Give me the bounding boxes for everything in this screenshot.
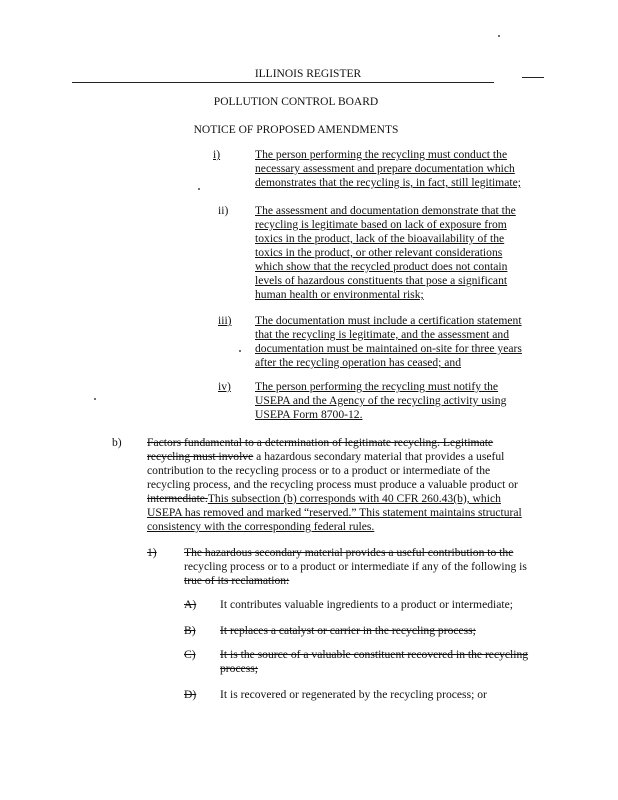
scan-speck bbox=[239, 350, 241, 352]
section-b-line bbox=[147, 492, 501, 506]
item-ii-line: levels of hazardous constituents that pose a significant bbox=[255, 274, 508, 287]
header-rule-short bbox=[522, 77, 544, 78]
underlined-text: This subsection (b) corresponds with 40 CFR 260.43(b), which bbox=[207, 492, 501, 505]
notice-title: NOTICE OF PROPOSED AMENDMENTS bbox=[193, 124, 399, 136]
scan-speck bbox=[198, 188, 200, 190]
section-b-line: contribution to the recycling process or to a product or intermediate of the bbox=[147, 464, 491, 477]
item-ii-line: which show that the recycled product does not contain bbox=[255, 260, 508, 273]
sub-item-c-text: It is the source of a valuable constituent recovered in the recycling bbox=[220, 648, 529, 661]
item-iii-line: that the recycling is legitimate, and the assessment and bbox=[255, 328, 510, 341]
item-ii-line: human health or environmental risk; bbox=[255, 288, 424, 301]
item-1-label: 1) bbox=[147, 546, 157, 559]
section-b-line: USEPA has removed and marked “reserved.” This statement maintains structural bbox=[147, 506, 522, 519]
section-b-line bbox=[147, 450, 504, 464]
sub-item-c-label: C) bbox=[184, 648, 196, 661]
item-iii-line: documentation must be maintained on-site for three years bbox=[255, 342, 522, 355]
item-ii-line: recycling is legitimate based on lack of exposure from bbox=[255, 218, 507, 231]
item-1-line: true of its reclamation: bbox=[184, 574, 290, 587]
header-rule bbox=[72, 82, 494, 83]
struck-text: intermediate. bbox=[147, 492, 208, 505]
item-ii-line: toxics in the product, or other relevant considerations bbox=[255, 246, 503, 259]
item-iii-line: after the recycling operation has ceased; and bbox=[255, 356, 462, 369]
section-b-line: recycling process, and the recycling process must produce a valuable product or bbox=[147, 478, 518, 491]
sub-item-a-label: A) bbox=[184, 598, 197, 611]
register-title: ILLINOIS REGISTER bbox=[254, 68, 362, 80]
item-i-line: necessary assessment and prepare documentation which bbox=[255, 162, 515, 175]
section-b-label: b) bbox=[112, 436, 122, 449]
section-b-line: Factors fundamental to a determination of legitimate recycling. Legitimate bbox=[147, 436, 494, 449]
item-iii-label: iii) bbox=[218, 314, 232, 327]
section-b-line: consistency with the corresponding federal rules. bbox=[147, 520, 375, 533]
item-ii-line: The assessment and documentation demonstrate that the bbox=[255, 204, 516, 217]
sub-item-d-label: D) bbox=[184, 688, 197, 701]
item-i-line: The person performing the recycling must conduct the bbox=[255, 148, 508, 161]
item-ii-line: toxics in the product, lack of the bioavailability of the bbox=[255, 232, 505, 245]
item-ii-label: ii) bbox=[218, 204, 229, 217]
sub-item-d-text: It is recovered or regenerated by the recycling process; or bbox=[220, 688, 487, 701]
item-iv-line: USEPA Form 8700-12. bbox=[255, 408, 363, 421]
item-1-line: recycling process or to a product or intermediate if any of the following is bbox=[184, 560, 527, 573]
board-name: POLLUTION CONTROL BOARD bbox=[213, 96, 379, 108]
item-iv-label: iv) bbox=[218, 380, 231, 393]
plain-text: a hazardous secondary material that provides a useful bbox=[253, 450, 505, 463]
item-i-line: demonstrates that the recycling is, in fact, still legitimate; bbox=[255, 176, 521, 189]
struck-text: recycling must involve bbox=[147, 450, 254, 463]
sub-item-b-label: B) bbox=[184, 624, 196, 637]
item-i-label: i) bbox=[213, 148, 221, 161]
scan-speck bbox=[498, 35, 500, 37]
item-1-line: The hazardous secondary material provides a useful contribution to the bbox=[184, 546, 514, 559]
item-iii-line: The documentation must include a certification statement bbox=[255, 314, 522, 327]
item-iv-line: USEPA and the Agency of the recycling activity using bbox=[255, 394, 507, 407]
sub-item-b-text: It replaces a catalyst or carrier in the recycling process; bbox=[220, 624, 476, 637]
sub-item-a-text: It contributes valuable ingredients to a product or intermediate; bbox=[220, 598, 513, 611]
item-iv-line: The person performing the recycling must notify the bbox=[255, 380, 499, 393]
sub-item-c-text: process; bbox=[220, 662, 258, 675]
scan-speck bbox=[94, 398, 96, 400]
